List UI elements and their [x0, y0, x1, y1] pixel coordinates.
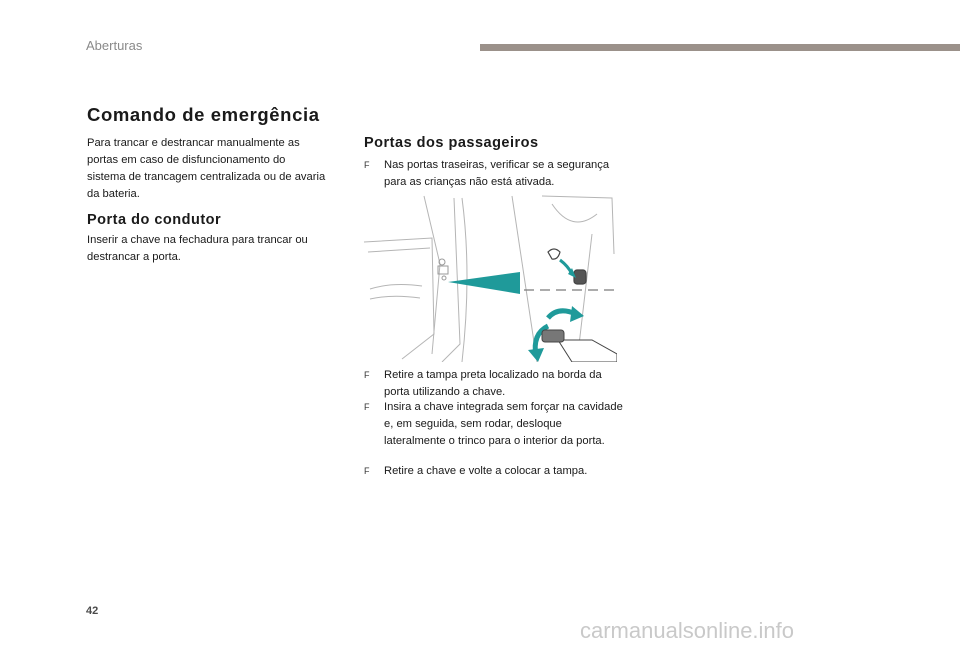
page-number: 42 [86, 605, 99, 617]
bullet-marker: F [364, 402, 370, 412]
watermark: carmanualsonline.info [580, 618, 795, 643]
step-3 [364, 463, 624, 480]
bullet-marker: F [364, 466, 370, 476]
step-text: Insira a chave integrada sem forçar na cavidade e, em seguida, sem rodar, desloque lateralmente o trinco para o interior da porta. [384, 401, 623, 447]
section-title: Aberturas [86, 38, 143, 53]
bullet-marker: F [364, 160, 370, 170]
driver-door-heading: Porta do condutor [87, 212, 222, 228]
intro-paragraph: Para trancar e destrancar manualmente as portas em caso de disfuncionamento do sistema de trancagem centralizada ou de avaria da bateria. [87, 137, 326, 200]
passenger-doors-heading: Portas dos passageiros [364, 135, 539, 151]
header-bar [480, 44, 960, 51]
page-title: Comando de emergência [87, 104, 320, 125]
step-1 [364, 367, 624, 401]
driver-door-text: Inserir a chave na fechadura para trancar ou destrancar a porta. [87, 234, 308, 263]
bullet-marker: F [364, 370, 370, 380]
bullet-text: Nas portas traseiras, verificar se a segurança para as crianças não está ativada. [384, 159, 610, 188]
door-illustration [362, 194, 617, 362]
key-icon [542, 330, 617, 362]
step-text: Retire a tampa preta localizado na borda da porta utilizando a chave. [384, 369, 602, 398]
callout-wedge [448, 272, 520, 294]
step-2 [364, 399, 624, 450]
step-text: Retire a chave e volte a colocar a tampa. [384, 465, 588, 477]
intro-bullet [364, 157, 624, 191]
